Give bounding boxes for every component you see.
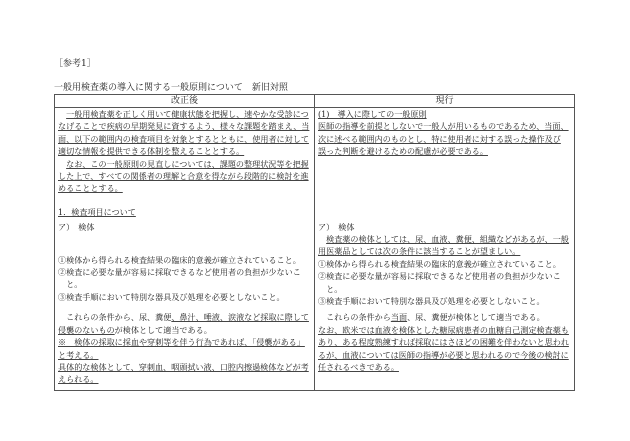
current-principle-paragraph [318, 108, 571, 158]
text: ③検査手順において特別な器具及び処理を必要としないこと。 [318, 296, 545, 307]
text-line [58, 324, 311, 336]
text-line [318, 258, 571, 270]
underlined-text: るが、血液については医師の指導が必要と思われるので今後の検討に [318, 349, 569, 360]
text-line [318, 295, 571, 307]
text: ②検査に必要な量が容易に採取できるなど使用者の負担が少ないこ [318, 271, 561, 282]
text-line [318, 349, 571, 361]
underlined-text: 1．検査項目について [58, 206, 136, 217]
text: ①検体から得られる検査結果の臨床的意義が確立されていること。 [58, 254, 301, 265]
text: ②検査に必要な量が容易に採取できるなど使用者の負担が少ないこ [58, 267, 301, 278]
text: ア） 検体 [58, 222, 95, 233]
text-line [318, 324, 571, 336]
text: ①検体から得られる検査結果の臨床的意義が確立されていること。 [318, 258, 561, 269]
underlined-text: 当面 [390, 312, 408, 323]
text-line [318, 108, 571, 120]
text-line [58, 145, 311, 157]
text: 、尿、糞便が検体として適当である。 [407, 312, 545, 323]
text: ③検査手順において特別な器具及び処理を必要としないこと。 [58, 291, 285, 302]
text-line [58, 311, 311, 323]
text-line [318, 311, 571, 323]
text: と。 [58, 279, 83, 290]
text-line [318, 133, 571, 145]
text: と。 [318, 283, 343, 294]
table-body [55, 108, 574, 390]
comparison-table [54, 94, 575, 391]
text: これらの条件から [318, 312, 391, 323]
text-line [58, 266, 311, 278]
text-line [318, 120, 571, 132]
revised-section-heading [58, 206, 311, 218]
underlined-text: と考える。 [58, 349, 99, 360]
text-line [318, 283, 571, 295]
underlined-text: なお、欧米では血液を検体とした糖尿病患者の血糖自己測定検査薬も [318, 324, 569, 335]
text-line [58, 182, 311, 194]
text-line [58, 349, 311, 361]
underlined-text: 用医薬品としては次の条件に該当することが望ましい。 [318, 246, 521, 257]
revised-conditions-list [58, 254, 311, 304]
current-specimen-paragraph [318, 311, 571, 373]
header-current: 現行 [435, 96, 454, 106]
revised-specimen-heading [58, 221, 311, 233]
text-line [318, 221, 571, 233]
revised-specimen-paragraph [58, 311, 311, 385]
underlined-text: あり、ある程度熟練すれば採取にはさほどの困難を伴わないと思われ [318, 337, 569, 348]
text: これらの条件から、尿、糞便 [58, 312, 172, 323]
underlined-text: 医師の指導を前提としないで一般人が用いるものであるため、当面、 [318, 121, 569, 132]
underlined-text: (1) 導入に際しての一般原則 [318, 109, 427, 119]
text [318, 234, 326, 244]
text-line [58, 291, 311, 303]
text-line [58, 120, 311, 132]
underlined-text: 誤った判断を避けるための配慮が必要である。 [318, 146, 488, 157]
document-title: 一般用検査薬の導入に関する一般原則について 新旧対照 [54, 83, 288, 93]
header-revised: 改正後 [55, 95, 315, 107]
underlined-text: 適切な情報を提供できる体制を整えることとする。 [58, 146, 245, 157]
text-line [58, 278, 311, 290]
text [58, 159, 66, 169]
current-specimen-section [318, 221, 571, 308]
current-column [315, 108, 574, 390]
underlined-text: なお、この一般原則の見直しについては、課題の整理状況等を把握 [66, 158, 309, 169]
underlined-text: 、鼻汁、唾液、涙液など採取に際して [171, 312, 309, 323]
text-line [318, 145, 571, 157]
text [58, 109, 66, 119]
text-line [58, 361, 311, 373]
underlined-text: なげることで疾病の早期発見に資するよう、様々な課題を踏まえ、当 [58, 121, 310, 132]
table-header-row [55, 95, 574, 108]
underlined-text: 検査薬の検体としては、尿、血液、糞便、組織などがあるが、一般 [326, 234, 569, 245]
text-line [58, 336, 311, 348]
text-line [318, 336, 571, 348]
text: ア） 検体 [318, 221, 355, 232]
text-line [58, 158, 311, 170]
text-line [58, 108, 311, 120]
text-line [318, 245, 571, 257]
reference-label: ［参考1］ [54, 59, 96, 69]
underlined-text: 次に述べる範囲内のものとし、特に使用者に対する誤った操作及び [318, 133, 561, 144]
underlined-text: 侵襲のないもの [58, 324, 115, 335]
text-line [58, 221, 311, 233]
underlined-text: ※ 検体の採取に採血や穿刺等を伴う行為であれば、「侵襲がある」 [58, 337, 305, 348]
text-line [58, 170, 311, 182]
underlined-text: した上で、すべての関係者の理解と合意を得ながら段階的に検討を進 [58, 171, 309, 182]
underlined-text: 一般用検査薬を正しく用いて健康状態を把握し、速やかな受診につ [66, 109, 309, 119]
text-line [58, 206, 311, 218]
revised-column [55, 108, 315, 390]
text-line [58, 133, 311, 145]
text-line [58, 373, 311, 385]
text-line [318, 233, 571, 245]
underlined-text: めることとする。 [58, 183, 123, 194]
underlined-text: えられる。 [58, 374, 99, 385]
underlined-text: 面、以下の範囲内の検査項目を対象とするとともに、使用者に対して [58, 133, 309, 144]
text: が検体として適当である。 [114, 324, 212, 335]
text-line [318, 361, 571, 373]
text-line [58, 254, 311, 266]
revised-principle-paragraph [58, 108, 311, 195]
text-line [318, 270, 571, 282]
underlined-text: 任されるべきである。 [318, 362, 399, 373]
underlined-text: 具体的な検体として、穿刺血、咽頭拭い液、口腔内擦過検体などが考 [58, 361, 309, 372]
